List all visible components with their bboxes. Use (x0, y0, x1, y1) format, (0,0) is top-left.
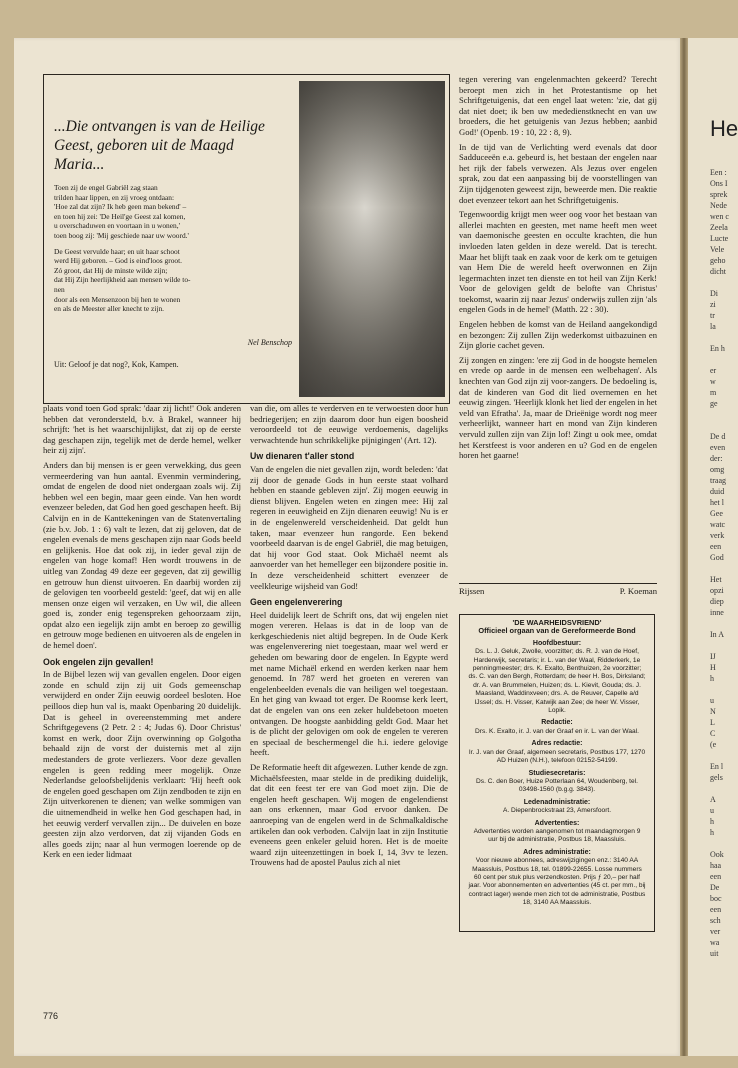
facing-page-line: h (710, 674, 714, 683)
facing-page-line: Lucte (710, 234, 729, 243)
feature-box (43, 74, 450, 404)
facing-page-line: C (710, 729, 716, 738)
poem-line: Zó groot, dat Hij de minste wilde zijn; (54, 265, 168, 275)
poem-line: Toen zij de engel Gabriël zag staan (54, 183, 158, 192)
column-2-paragraphs-1 (250, 464, 448, 591)
address-text: Ir. J. van der Graaf, algemeen secretaris, Postbus 177, 1270 AD Huizen (N.H.), telefoon 02152-54199. (468, 748, 646, 765)
poem-line: trilden haar lippen, en zij vroeg ontdaan: (54, 192, 175, 202)
poem-line: dat Hij Zijn heerlijkheid aan mensen wilde to- (54, 275, 191, 285)
column-2-paragraphs-2 (250, 610, 448, 868)
column-1 (43, 403, 241, 864)
facing-page-line: In A (710, 630, 724, 639)
facing-page-line: w (710, 377, 716, 386)
facing-page-line: A (710, 795, 716, 804)
facing-page-line: tr (710, 311, 715, 320)
column-2 (250, 403, 448, 872)
facing-page-line: geho (710, 256, 726, 265)
facing-page-line: Een : (710, 168, 727, 177)
poem-stanza-2 (54, 247, 299, 314)
facing-page-line: Vele (710, 245, 725, 254)
poem-line: 'Hoe zal dat zijn? Ik heb geen man bekend' – (54, 202, 187, 212)
facing-page-line: verk (710, 531, 725, 540)
paragraph: plaats vond toen God sprak: 'daar zij licht!' Ook anderen hebben dat verondersteld, b.v. à Brakel, wanneer hij schrijft: 'het is het waarschijnlijkst, dat zij op de eerste dag geschapen zijn, tegelijk met de derde hemel, welker heir zij zijn'. (43, 403, 241, 456)
facing-page-line: N (710, 707, 716, 716)
column-3-paragraphs (459, 74, 657, 461)
facing-page-line: inne (710, 608, 724, 617)
facing-page-line: sch (710, 916, 721, 925)
facing-page-line: u (710, 806, 714, 815)
editors-text: Drs. K. Exalto, ir. J. van der Graaf en ir. L. van der Waal. (475, 727, 639, 735)
paragraph: Anders dan bij mensen is er geen verwekking, dus geen vermeerdering van hun aantal. Evenmin vermindering, omdat de engelen de dood niet ondergaan zoals wij. Zij hebben wel een begin, maar geen einde. Van hen wordt evenzeer beleden, dat God hen goed geschapen heeft. Bij Calvijn en in de Kanttekeningen van de Statenvertaling (zie b.v. Job. 1 : 6) valt te lezen, dat zij geloven, dat de engelen evenals de mens geschapen zijn naar Gods beeld en gelijkenis. Hoe dat ook zij, in ieder geval zijn de engelen van hoge komaf! Hen wordt trouwens in de uitleg van Zondag 49 deze eer gegeven, dat zij gewillig en getrouw hun dienst uitvoeren. En daarbij worden zij de gelovigen ten voorbeeld gesteld: 'geef, dat wij en alle mensen onze eigen wil verzaken, en Uw wil, die alleen goed is, zonder enig tegenspreken gehoorzaam zijn, opdat alzo een iegelijk zijn ambt en beroep zo gewillig en getrouw moge bedienen en uitvoeren als de engelen in de hemel doen'. (43, 459, 241, 651)
facing-page-line: ge (710, 399, 718, 408)
poem-line: De Geest vervulde haar; en uit haar schoot (54, 246, 180, 256)
page-spine (680, 38, 688, 1056)
poem-line: toen boog zij: 'Mij geschiede naar uw woord.' (54, 230, 189, 240)
facing-page-line: En l (710, 762, 724, 771)
paragraph: Zij zongen en zingen: 'ere zij God in de hoogste hemelen en vrede op aarde in de mensen een welbehagen'. Als knechten van God zijn zij voor-zangers. De bedoeling is, dat de kinderen van God dit lied overnemen en het eeuwig zingen. 'Heerlijk klonk het lied der engelen in het veld van Efratha'. Ja, maar de Drieënige wordt nog meer verheerlijkt, wanneer hart en mond van Zijn kinderen vervuld zullen zijn van Zijn lof! Zingt u ook mee, omdat het Kerstfeest is voor anderen en u? God en de engelen horen het gaarne! (459, 354, 657, 461)
facing-page-line: sprek (710, 190, 728, 199)
byline-place: Rijssen (459, 586, 485, 596)
article-byline (459, 583, 657, 596)
poem-line: nen (54, 284, 65, 294)
facing-page-line: Di (710, 289, 718, 298)
board-heading: Hoofdbestuur: (532, 639, 582, 647)
facing-page-line: ver (710, 927, 721, 936)
facing-page-line: boc (710, 894, 722, 903)
facing-page-line: traag (710, 476, 726, 485)
poet-name: Nel Benschop (247, 338, 292, 347)
poem-line: u overschaduwen en voortaan in u wonen,' (54, 221, 180, 231)
facing-page-line: uit (710, 949, 719, 958)
paragraph: van die, om alles te verderven en te verwoesten door hun bedriegerijen; en zijn daarom door hun eigen boosheid veroordeeld tot de eeuwige verdoemenis, dagelijks verwachtende hun schrikkelijke pijnigingen' (Art. 12). (250, 403, 448, 445)
paragraph: Van de engelen die niet gevallen zijn, wordt beleden: 'dat zij door de genade Gods in hun eerste staat volhard hebben en staande gebleven zijn'. Zij mogen eeuwig in dienst blijven. Engelen weten en zingen mee: Hij zal regeren in eeuwigheid en Zijn dienaren eeuwig! Nu is er in de engelenwereld verscheidenheid. Dat geldt hun taken, maar evenzeer hun rangorde. Een bekend voorbeeld daarvan is de engel Gabriël, die mag betuigen, dat hij voor God staat. Ook Michaël neemt als aanvoerder van het hemelleger een bijzondere positie in. In deze verscheidenheid schittert evenzeer de veelkleurige wijsheid van God! (250, 463, 448, 591)
address-heading: Adres redactie: (531, 740, 583, 748)
facing-page-line: Het (710, 575, 722, 584)
facing-page-line: er (710, 366, 717, 375)
facing-page-line: h (710, 828, 714, 837)
poem-line: en toen hij zei: 'De Heil'ge Geest zal komen, (54, 211, 186, 221)
poem-stanza-1 (54, 183, 299, 241)
facing-page-line: God (710, 553, 724, 562)
page-number: 776 (43, 1011, 59, 1021)
column-2-paragraphs (250, 403, 448, 445)
facing-page-line: wa (710, 938, 720, 947)
facing-page-line: Zeela (710, 223, 728, 232)
poem-line: en als de Meester aller knecht te zijn. (54, 304, 164, 314)
facing-page-line: diep (710, 597, 724, 606)
cloud-photo (299, 81, 445, 397)
poem-line: door als een Mensenzoon bij hen te wonen (54, 294, 181, 304)
ads-text: Advertenties worden aangenomen tot maandagmorgen 9 uur bij de administratie, Postbus 18, Maassluis. (473, 827, 641, 844)
facing-page-line: even (710, 443, 726, 452)
facing-page-line: duid (710, 487, 725, 496)
paragraph: Tegenwoordig krijgt men weer oog voor het bestaan van allerlei machten en geesten, met name heeft men weet van daemonische geesten en occulte krachten, die hun invloeden laten gelden in deze wereld. Dat is terecht. Maar het blijft taak en zaak voor de kerk om te getuigen van Hem Die de wereld heeft overwonnen en Zijn legermachten inzet ten dienste en tot heil van Zijn Kerk! Voor de gelovigen geldt de belofte van Christus' toekomst, waarin zij naar Jezus' onderwijs zullen zijn 'als engelen Gods in de hemel' (Matth. 22 : 30). (459, 209, 657, 315)
facing-page (688, 38, 738, 1056)
facing-page-line: H (710, 663, 716, 672)
facing-page-line: De d (710, 432, 726, 441)
facing-page-line: (e (710, 740, 717, 749)
facing-page-line: der: (710, 454, 723, 463)
heading-servants: Uw dienaren t'aller stond (250, 451, 355, 462)
paragraph: De Reformatie heeft dit afgewezen. Luther kende de zgn. Michaëlsfeesten, maar stelde in de prediking duidelijk, dat dit een feest ter ere van God moet zijn. Die de engelen heeft geschapen. Wij mogen de engelendienst aan ons erkennen, maar God ervoor danken. De aanroeping van de engelen werd in de Schmalkaldische artikelen dan ook verboden. Calvijn laat in zijn Institutie eveneens geen enkeler geluid horen. Het is de moeite waard zijn uiteenzettingen in boek I, 14, 3vv te lezen. Trouwens had de apostel Paulus zich al niet (250, 762, 448, 868)
paragraph: In de tijd van de Verlichting werd evenals dat door Sadduceeën e.a. gebeurd is, het bestaan der engelen naar het rijk der fabels verwezen. Als Jezus over engelen sprak, zou dat een aanpassing bij de voorstellingen van Zijn tijdgenoten geweest zijn, beweerde men. Die reaktie doet evenzeer tekort aan het Schriftgetuigenis. (459, 141, 657, 205)
facing-page-line: het l (710, 498, 724, 507)
study-text: Ds. C. den Boer, Huize Potterlaan 64, Woudenberg, tel. 03498-1560 (b.g.g. 3843). (476, 777, 638, 794)
facing-page-line: Nede (710, 201, 727, 210)
poem-source: Uit: Geloof je dat nog?, Kok, Kampen. (54, 360, 179, 369)
facing-page-line: h (710, 817, 714, 826)
ads-heading: Advertenties: (534, 819, 580, 827)
facing-page-line: een (710, 905, 722, 914)
facing-page-line: dicht (710, 267, 726, 276)
column-3 (459, 74, 657, 465)
subs-heading: Adres administratie: (523, 848, 591, 856)
paragraph: tegen verering van engelenmachten gekeerd? Terecht beroept men zich in het Protestantisme op het Schriftgetuigenis, dat een engel laat weten: 'zie, dat gij dat niet doet; ik ben uw mededienstknecht en van uw broeders, die het getuigenis van Jezus hebben; aanbid God!' (Openb. 19 : 10, 22 : 8, 9). (459, 74, 657, 137)
colophon-subtitle: Officieel orgaan van de Gereformeerde Bond (478, 626, 636, 636)
facing-page-line: haa (710, 861, 722, 870)
column-1-paragraphs (43, 403, 241, 651)
facing-page-line: een (710, 542, 722, 551)
photo-shading (299, 81, 445, 397)
facing-page-line: wen c (710, 212, 729, 221)
facing-page-line: Ook (710, 850, 724, 859)
paragraph: Heel duidelijk leert de Schrift ons, dat wij engelen niet mogen vereren. Helaas is dat in de loop van de kerkgeschiedenis niet altijd begrepen. In de Oude Kerk was engelenverering niet toegestaan, maar wel werd er geheden om bewaring door de engelen. In Egypte werd met name Michaël erkend en werden kerken naar hem genoemd. In 787 werd het groeten en vereren van engelenbeelden evenals die van heiligen wel toegestaan. En het ging van kwaad tot erger. De Roomse kerk leert, dat de engelen van ons een zeker huldebetoon moeten ontvangen. De hoogste aanbidding geldt God. Maar het is de plicht der gelovigen om ook de engelen te vereren en speciaal de beschermengel die h.i. iedere gelovige heeft. (250, 609, 448, 758)
facing-page-line: gels (710, 773, 723, 782)
facing-page-line: u (710, 696, 714, 705)
facing-page-line: watc (710, 520, 726, 529)
editors-heading: Redactie: (541, 719, 573, 727)
study-heading: Studiesecretaris: (528, 769, 586, 777)
byline-author: P. Koeman (619, 586, 657, 596)
facing-page-line: IJ (710, 652, 716, 661)
poem-line: werd Hij geboren. – God is eind'loos groot. (54, 256, 182, 266)
facing-page-line: Ons I (710, 179, 728, 188)
colophon-box (459, 614, 655, 932)
facing-page-line: een (710, 872, 722, 881)
facing-page-line: L (710, 718, 715, 727)
facing-page-title: He (710, 116, 738, 141)
facing-page-line: opzi (710, 586, 724, 595)
feature-title: ...Die ontvangen is van de Heilige Geest, geboren uit de Maagd Maria... (54, 118, 265, 173)
facing-page-line: Gee (710, 509, 723, 518)
poem (54, 183, 299, 320)
paragraph: Engelen hebben de komst van de Heiland aangekondigd en bezongen: Zij zullen Zijn wederkomst uitbazuinen en Zijn glorie cachet geven. (459, 319, 657, 351)
facing-page-line: En h (710, 344, 725, 353)
heading-no-veneration: Geen engelenverering (250, 597, 343, 608)
facing-page-line: zi (710, 300, 716, 309)
paragraph: In de Bijbel lezen wij van gevallen engelen. Door eigen zonde en schuld zijn zij uit Gods gemeenschap verwijderd en onder Zijn eeuwig oordeel besloten. Hoe peilloos diep hun val is, maakt Openbaring 20 duidelijk. Dat is geheel in overeenstemming met andere Schriftgegevens (2 Petr. 2 : 4; Judas 6). Door Christus' komst en werk, door Zijn overwinning op Golgotha behaald zijn de vorst der duisternis met al zijn medestanders de grote verliezers. Voor deze gevallen engelen is geen redding meer mogelijk. Onze Nederlandse geloofsbelijdenis verklaart: 'Hij heeft ook de engelen goed geschapen om Zijn zendboden te zijn en Zijn uitverkorenen te dienen; van welke sommigen van die uitnemendheid in welke hen God geschapen had, in het eeuwig verderf vervallen zijn... De duivelen en boze geesten zijn alzo verdorven, dat zij vijanden Gods en alles goeds zijn; naar al hun vermogen loerende op de Kerk en een ieder lidmaat (43, 669, 241, 860)
admin-heading: Ledenadministratie: (523, 798, 591, 806)
facing-page-line: De (710, 883, 720, 892)
board-text: Ds. L. J. Geluk, Zwolle, voorzitter; ds. R. J. van de Hoef, Harderwijk, secretaris; ir. L. van der Waal, Ridderkerk, 1e penningmeester; drs. K. Exalto, Benthuizen, 2e voorzitter; ds. C. van den Bergh, Rotterdam; de heer H. Bos, Dirksland; dr. A. van Brummelen, Huizen; ds. L. Kievit, Gouda; ds. J. Maasland, Waddinxveen; drs. A. de Reuver, Capelle a/d IJssel; ds. H. Visser, Katwijk aan Zee; de heer W. Visser, Lopik. (468, 648, 646, 715)
heading-fallen-angels: Ook engelen zijn gevallen! (43, 656, 154, 667)
facing-page-line: omg (710, 465, 725, 474)
facing-page-line: m (710, 388, 717, 397)
colophon-title: 'DE WAARHEIDSVRIEND' (512, 618, 602, 627)
facing-page-line: la (710, 322, 716, 331)
admin-text: A. Diepenbrockstraat 23, Amersfoort. (502, 807, 612, 815)
subs-text: Voor nieuwe abonnees, adreswijzigingen enz.: 3140 AA Maassluis, Postbus 18, tel. 01899-22655. Losse nummers 60 cent per stuk plus verzendkosten. Prijs ƒ 20,– per half jaar. Voor abonnementen en advertenties (45 ct. per mm., bij contract lager) wende men zich tot de administratie, Postbus 18, 3140 AA Maassluis. (468, 857, 646, 907)
column-1-paragraphs-2 (43, 669, 241, 860)
